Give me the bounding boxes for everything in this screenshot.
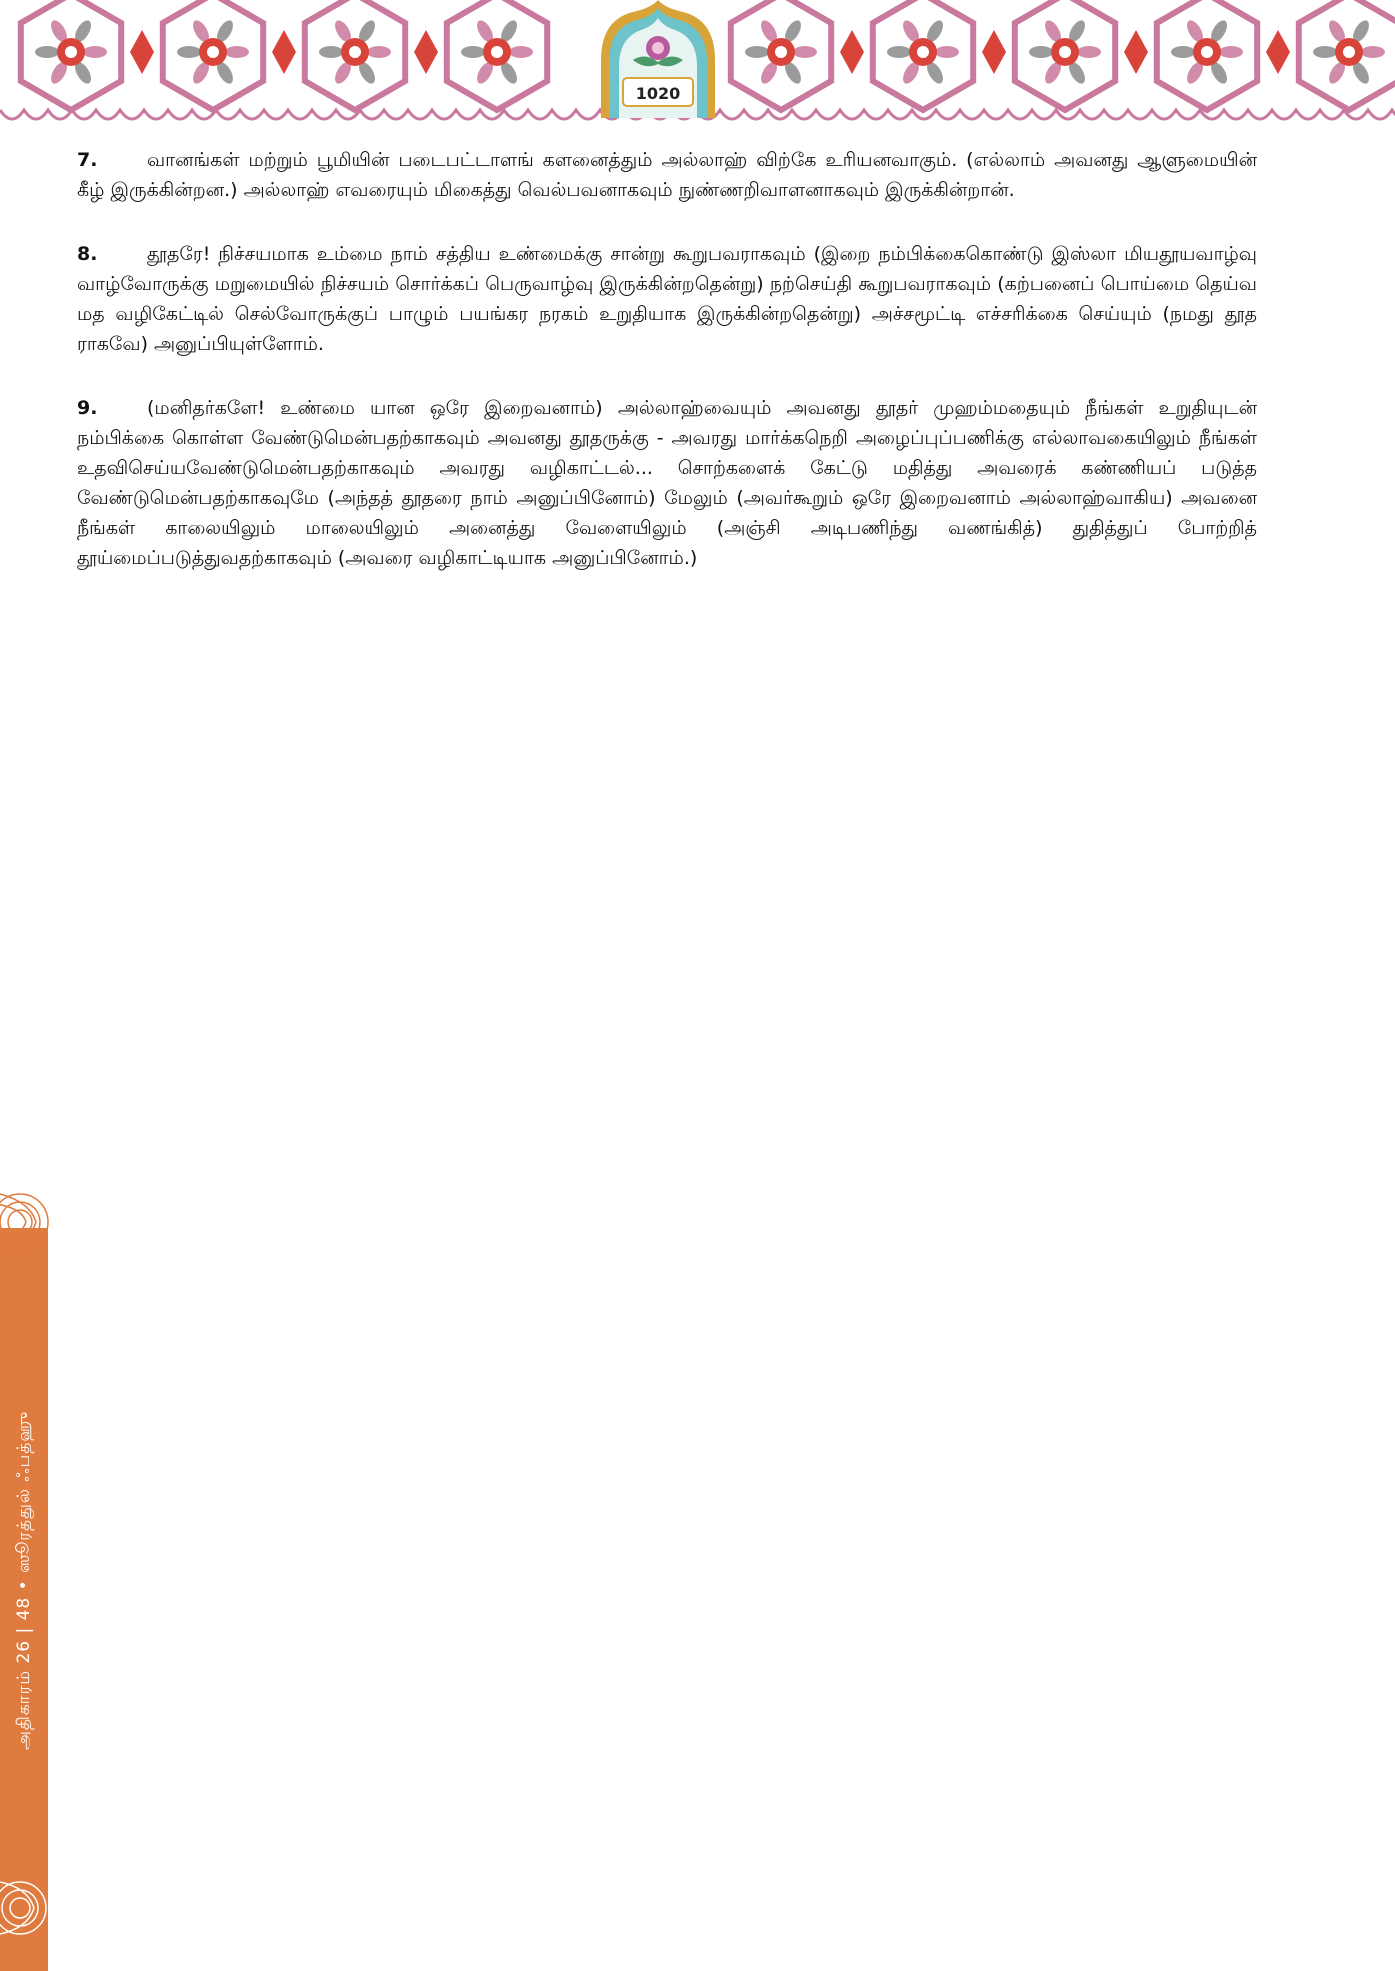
- floral-hexagon-icon: [731, 0, 831, 110]
- floral-hexagon-icon: [163, 0, 263, 110]
- floral-hexagon-icon: [21, 0, 121, 110]
- floral-hexagon-icon: [1157, 0, 1257, 110]
- verse-content: [77, 145, 1257, 607]
- decorative-header-border: [0, 0, 1395, 130]
- verse-9: [77, 393, 1257, 573]
- floral-hexagon-icon: [305, 0, 405, 110]
- diamond-ornament-icon: [840, 30, 864, 74]
- floral-hexagon-icon: [873, 0, 973, 110]
- page-number: 1020: [635, 84, 681, 103]
- verse-7: [77, 145, 1257, 205]
- floral-hexagon-icon: [447, 0, 547, 110]
- diamond-ornament-icon: [272, 30, 296, 74]
- page-number-badge: [593, 0, 723, 118]
- verse-number: 8.: [77, 243, 98, 265]
- verse-text: (மனிதர்களே! உண்மை யான ஒரே இறைவனாம்) அல்லாஹ்வையும் அவனது தூதர் முஹம்மதையும் நீங்கள் உறுதியுடன் நம்பிக்கை கொள்ள வேண்டுமென்பதற்காகவும் அவனது தூதருக்கு - அவரது மார்க்கநெறி அழைப்புப்பணிக்கு எல்லாவகையிலும் நீங்கள் உதவிசெய்யவேண்டுமென்பதற்காகவும் அவரது வழிகாட்டல்... சொற்களைக் கேட்டு மதித்து அவரைக் கண்ணியப் படுத்த வேண்டுமென்பதற்காகவுமே (அந்தத் தூதரை நாம் அனுப்பினோம்) மேலும் (அவர்கூறும் ஒரே இறைவனாம் அல்லாஹ்வாகிய) அவனை நீங்கள் காலையிலும் மாலையிலும் அனைத்து வேளையிலும் (அஞ்சி அடிபணிந்து வணங்கித்) துதித்துப் போற்றித் தூய்மைப்படுத்துவதற்காகவும் (அவரை வழிகாட்டியாக அனுப்பினோம்.): [77, 397, 1257, 569]
- diamond-ornament-icon: [130, 30, 154, 74]
- diamond-ornament-icon: [414, 30, 438, 74]
- chapter-label: அதிகாரம் 26 | 48 • ஸூரத்துல் ஃபத்ஹு: [14, 1410, 34, 1750]
- verse-text: வானங்கள் மற்றும் பூமியின் படைபட்டாளங் களனைத்தும் அல்லாஹ் விற்கே உரியனவாகும். (எல்லாம் அவனது ஆளுமையின் கீழ் இருக்கின்றன.) அல்லாஹ் எவரையும் மிகைத்து வெல்பவனாகவும் நுண்ணறிவாளனாகவும் இருக்கின்றான்.: [77, 149, 1257, 201]
- floral-hexagon-icon: [1299, 0, 1395, 110]
- diamond-ornament-icon: [1124, 30, 1148, 74]
- diamond-ornament-icon: [982, 30, 1006, 74]
- verse-8: [77, 239, 1257, 359]
- verse-number: 9.: [77, 397, 98, 419]
- chapter-side-tab: [0, 1188, 52, 1971]
- floral-hexagon-icon: [1015, 0, 1115, 110]
- verse-text: தூதரே! நிச்சயமாக உம்மை நாம் சத்திய உண்மைக்கு சான்று கூறுபவராகவும் (இறை நம்பிக்கைகொண்டு இஸ்லா மியதூயவாழ்வு வாழ்வோருக்கு மறுமையில் நிச்சயம் சொர்க்கப் பெருவாழ்வு இருக்கின்றதென்று) நற்செய்தி கூறுபவராகவும் (கற்பனைப் பொய்மை தெய்வ மத வழிகேட்டில் செல்வோருக்குப் பாழும் பயங்கர நரகம் உறுதியாக இருக்கின்றதென்று) அச்சமூட்டி எச்சரிக்கை செய்யும் (நமது தூத ராகவே) அனுப்பியுள்ளோம்.: [77, 243, 1257, 355]
- diamond-ornament-icon: [1266, 30, 1290, 74]
- verse-number: 7.: [77, 149, 98, 171]
